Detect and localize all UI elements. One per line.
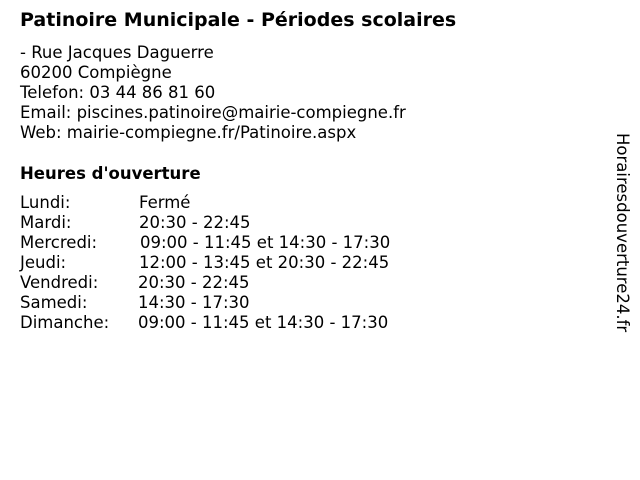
watermark-text: Horairesdouverture24.fr: [613, 133, 632, 333]
day-label: Jeudi:: [20, 253, 67, 272]
hours-heading: Heures d'ouverture: [20, 164, 201, 183]
day-label: Lundi:: [20, 193, 71, 212]
day-hours: 09:00 - 11:45 et 14:30 - 17:30: [140, 233, 391, 252]
day-label: Mardi:: [20, 213, 72, 232]
address-street: - Rue Jacques Daguerre: [20, 43, 214, 62]
address-web: Web: mairie-compiegne.fr/Patinoire.aspx: [20, 123, 357, 142]
address-email: Email: piscines.patinoire@mairie-compiegne.fr: [20, 103, 406, 122]
day-label: Samedi:: [20, 293, 88, 312]
day-hours: Fermé: [139, 193, 191, 212]
site-watermark: [612, 133, 632, 373]
day-label: Dimanche:: [20, 313, 110, 332]
day-hours: 14:30 - 17:30: [138, 293, 250, 312]
day-label: Vendredi:: [20, 273, 99, 292]
page-title: Patinoire Municipale - Périodes scolaires: [20, 9, 457, 31]
address-block: [20, 43, 406, 143]
address-city: 60200 Compiègne: [20, 63, 172, 82]
day-label: Mercredi:: [20, 233, 98, 252]
day-hours: 20:30 - 22:45: [139, 213, 251, 232]
day-hours: 09:00 - 11:45 et 14:30 - 17:30: [138, 313, 389, 332]
day-hours: 20:30 - 22:45: [138, 273, 250, 292]
day-hours: 12:00 - 13:45 et 20:30 - 22:45: [139, 253, 390, 272]
address-phone: Telefon: 03 44 86 81 60: [20, 83, 216, 102]
